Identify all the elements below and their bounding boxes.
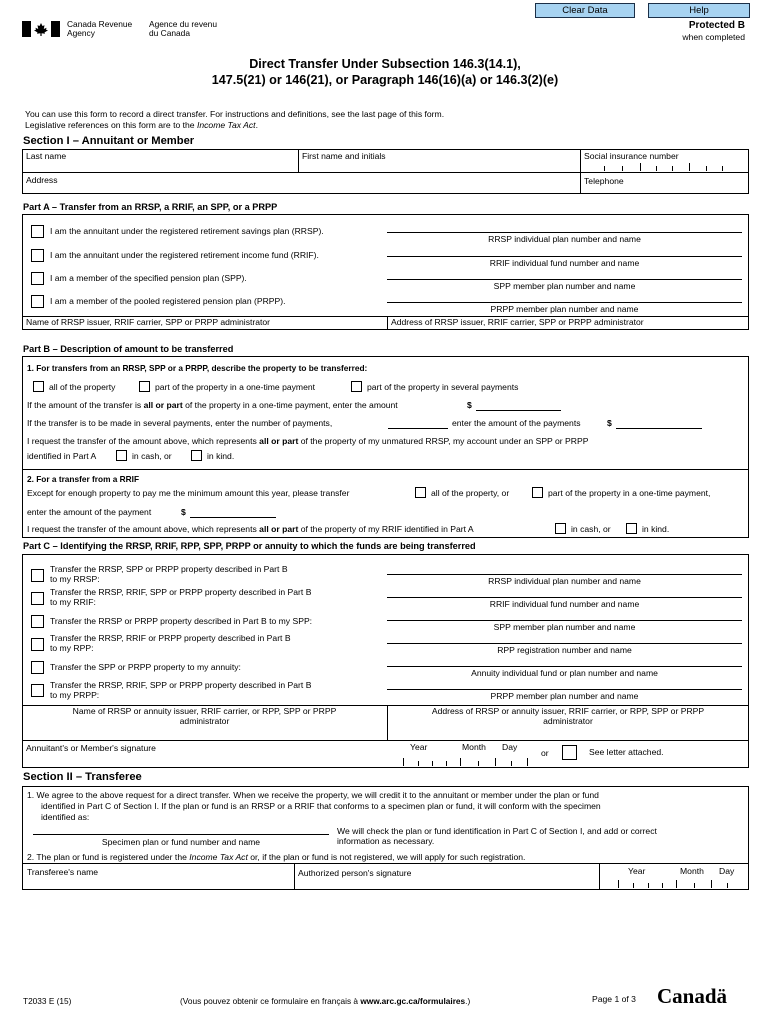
- partB-several-checkbox[interactable]: [351, 381, 362, 392]
- partB-request1: I request the transfer of the amount above, which represents all or part of the property of my unmatured RRSP, my account under an SPP or PRPP: [27, 436, 589, 446]
- first-name-field[interactable]: First name and initials: [302, 151, 386, 161]
- partB-all-label: all of the property: [49, 382, 116, 392]
- partC-annuity-label: Transfer the SPP or PRPP property to my annuity:: [50, 662, 241, 672]
- partC-rpp-caption: RPP registration number and name: [497, 645, 632, 655]
- partB-rrif-all-label: all of the property, or: [431, 488, 510, 498]
- form-title-line1: Direct Transfer Under Subsection 146.3(14.1),: [249, 57, 521, 71]
- form-id: T2033 E (15): [23, 996, 72, 1006]
- sin-field[interactable]: Social insurance number: [584, 151, 679, 161]
- partC-signature-field[interactable]: Annuitant's or Member's signature: [26, 743, 156, 753]
- clear-data-button[interactable]: Clear Data: [535, 3, 635, 18]
- partB-all-checkbox[interactable]: [33, 381, 44, 392]
- specimen-input[interactable]: [33, 834, 329, 835]
- partB-kind-checkbox[interactable]: [191, 450, 202, 461]
- partC-annuity-caption: Annuity individual fund or plan number and name: [471, 668, 658, 678]
- partB-one-time-checkbox[interactable]: [139, 381, 150, 392]
- section2-heading: Section II – Transferee: [23, 771, 142, 783]
- partC-rpp-label: Transfer the RRSP, RRIF or PRPP property described in Part B to my RPP:: [50, 633, 291, 653]
- partA-rrsp-caption: RRSP individual plan number and name: [488, 234, 641, 244]
- section2-check-line2: information as necessary.: [337, 836, 435, 846]
- partC-prpp-checkbox[interactable]: [31, 684, 44, 697]
- partA-issuer-address-field[interactable]: Address of RRSP issuer, RRIF carrier, SPP or PRPP administrator: [391, 317, 644, 327]
- section2-p1-line1: 1. We agree to the above request for a direct transfer. When we receive the property, we will credit it to the annuitant or member under the plan or fund: [27, 790, 599, 800]
- french-notice: (Vous pouvez obtenir ce formulaire en français à www.arc.gc.ca/formulaires.): [180, 996, 471, 1006]
- partC-year-label: Year: [410, 742, 428, 752]
- agency-fr: Agence du revenu du Canada: [149, 19, 217, 38]
- canada-flag-icon: [22, 21, 60, 37]
- partB-sub1: 1. For transfers from an RRSP, SPP or a PRPP, describe the property to be transferred:: [27, 363, 368, 373]
- form-title-line2: 147.5(21) or 146(21), or Paragraph 146(16)(a) or 146.3(2)(e): [211, 73, 559, 87]
- partA-spp-caption: SPP member plan number and name: [493, 281, 636, 291]
- protected-label: Protected B: [688, 20, 745, 31]
- partB-rrif-cash-checkbox[interactable]: [555, 523, 566, 534]
- agency-en: Canada Revenue Agency: [67, 19, 133, 38]
- partA-issuer-name-field[interactable]: Name of RRSP issuer, RRIF carrier, SPP or PRPP administrator: [26, 317, 271, 327]
- partC-rrif-checkbox[interactable]: [31, 592, 44, 605]
- partA-heading: Part A – Transfer from an RRSP, a RRIF, an SPP, or a PRPP: [23, 202, 278, 212]
- partB-sub2: 2. For a transfer from a RRIF: [27, 474, 140, 484]
- partC-admin-name-field[interactable]: Name of RRSP or annuity issuer, RRIF carrier, or RPP, SPP or PRPP administrator: [72, 706, 337, 726]
- partB-amount-input[interactable]: [476, 410, 561, 411]
- address-field[interactable]: Address: [26, 175, 58, 185]
- transferee-name-field[interactable]: Transferee's name: [27, 867, 99, 877]
- section1-heading: Section I – Annuitant or Member: [23, 135, 195, 147]
- partA-prpp-checkbox[interactable]: [31, 295, 44, 308]
- partB-one-time-label: part of the property in a one-time payment: [155, 382, 316, 392]
- partB-rrif-part-checkbox[interactable]: [532, 487, 543, 498]
- partB-several-text: If the transfer is to be made in several payments, enter the number of payments,: [27, 418, 333, 428]
- partA-prpp-caption: PRPP member plan number and name: [490, 304, 639, 314]
- partA-spp-label: I am a member of the specified pension plan (SPP).: [50, 273, 247, 283]
- page-number: Page 1 of 3: [592, 994, 636, 1004]
- partB-rrif-amount-input[interactable]: [190, 517, 276, 518]
- partB-payments-amount-input[interactable]: [616, 428, 702, 429]
- section2-p1-line2: identified in Part C of Section I. If the plan or fund is an RRSP or a RRIF that conforms to a specimen plan or fund, it will conform with the specimen: [41, 801, 601, 811]
- partB-amount-text: If the amount of the transfer is all or part of the property in a one-time payment, enter the amount: [27, 400, 398, 410]
- partC-prpp-label: Transfer the RRSP, RRIF, SPP or PRPP property described in Part B to my PRPP:: [50, 680, 312, 700]
- partA-rrif-label: I am the annuitant under the registered retirement income fund (RRIF).: [50, 250, 319, 260]
- partC-month-label: Month: [462, 742, 486, 752]
- partB-rrif-all-checkbox[interactable]: [415, 487, 426, 498]
- partB-identified: identified in Part A: [27, 451, 97, 461]
- partB-dollar-1: $: [467, 400, 472, 410]
- when-completed-label: when completed: [682, 32, 745, 42]
- partC-spp-label: Transfer the RRSP or PRPP property described in Part B to my SPP:: [50, 616, 313, 626]
- partC-day-label: Day: [502, 742, 518, 752]
- partC-rrif-caption: RRIF individual fund number and name: [489, 599, 640, 609]
- partC-rrif-label: Transfer the RRSP, RRIF, SPP or PRPP property described in Part B to my RRIF:: [50, 587, 312, 607]
- partA-rrif-caption: RRIF individual fund number and name: [489, 258, 640, 268]
- partB-request2: I request the transfer of the amount above, which represents all or part of the property of my RRIF identified in Part A: [27, 524, 474, 534]
- authorized-signature-field[interactable]: Authorized person's signature: [298, 868, 412, 878]
- partB-several-amount-text: enter the amount of the payments: [452, 418, 581, 428]
- partB-num-payments-input[interactable]: [388, 428, 448, 429]
- partB-rrif-kind-label: in kind.: [642, 524, 670, 534]
- partC-or-label: or: [541, 748, 549, 758]
- partB-heading: Part B – Description of amount to be transferred: [23, 344, 234, 354]
- partB-several-label: part of the property in several payments: [367, 382, 519, 392]
- partC-spp-caption: SPP member plan number and name: [493, 622, 636, 632]
- partB-rrif-part-label: part of the property in a one-time payment,: [548, 488, 711, 498]
- partC-letter-label: See letter attached.: [589, 747, 664, 757]
- partC-rrsp-checkbox[interactable]: [31, 569, 44, 582]
- partA-rrsp-checkbox[interactable]: [31, 225, 44, 238]
- partA-prpp-label: I am a member of the pooled registered pension plan (PRPP).: [50, 296, 286, 306]
- section2-p2: 2. The plan or fund is registered under the Income Tax Act or, if the plan or fund is not registered, we will apply for such registration.: [27, 852, 526, 862]
- partC-prpp-caption: PRPP member plan number and name: [490, 691, 639, 701]
- partB-kind-label: in kind.: [207, 451, 235, 461]
- telephone-field[interactable]: Telephone: [584, 176, 624, 186]
- partB-cash-label: in cash, or: [132, 451, 172, 461]
- section2-year-label: Year: [628, 866, 646, 876]
- partB-dollar-3: $: [181, 507, 186, 517]
- specimen-caption: Specimen plan or fund number and name: [101, 837, 261, 847]
- intro-line1: You can use this form to record a direct transfer. For instructions and definitions, see the last page of this form.: [25, 109, 445, 119]
- partC-heading: Part C – Identifying the RRSP, RRIF, RPP, SPP, PRPP or annuity to which the funds are being transferred: [23, 541, 476, 551]
- partA-rrsp-label: I am the annuitant under the registered retirement savings plan (RRSP).: [50, 226, 324, 236]
- section2-day-label: Day: [719, 866, 735, 876]
- partA-rrif-checkbox[interactable]: [31, 249, 44, 262]
- partC-rpp-checkbox[interactable]: [31, 638, 44, 651]
- partC-annuity-checkbox[interactable]: [31, 661, 44, 674]
- partC-admin-address-field[interactable]: Address of RRSP or annuity issuer, RRIF carrier, or RPP, SPP or PRPP administrator: [431, 706, 705, 726]
- section2-p1-line3: identified as:: [41, 812, 90, 822]
- help-button[interactable]: Help: [648, 3, 750, 18]
- section2-month-label: Month: [680, 866, 704, 876]
- section2-check-line1: We will check the plan or fund identification in Part C of Section I, and add or correct: [337, 826, 657, 836]
- partC-rrsp-caption: RRSP individual plan number and name: [488, 576, 641, 586]
- partA-spp-checkbox[interactable]: [31, 272, 44, 285]
- partB-rrif-cash-label: in cash, or: [571, 524, 611, 534]
- last-name-field[interactable]: Last name: [26, 151, 67, 161]
- canada-wordmark: Canadä: [657, 984, 728, 1008]
- partB-cash-checkbox[interactable]: [116, 450, 127, 461]
- partB-dollar-2: $: [607, 418, 612, 428]
- partC-spp-checkbox[interactable]: [31, 615, 44, 628]
- partB-except: Except for enough property to pay me the minimum amount this year, please transfer: [27, 488, 350, 498]
- partC-letter-checkbox[interactable]: [562, 745, 577, 760]
- intro-line2: Legislative references on this form are to the Income Tax Act.: [25, 120, 258, 130]
- partB-rrif-kind-checkbox[interactable]: [626, 523, 637, 534]
- partB-enter-amount: enter the amount of the payment: [27, 507, 152, 517]
- partC-rrsp-label: Transfer the RRSP, SPP or PRPP property described in Part B to my RRSP:: [50, 564, 288, 584]
